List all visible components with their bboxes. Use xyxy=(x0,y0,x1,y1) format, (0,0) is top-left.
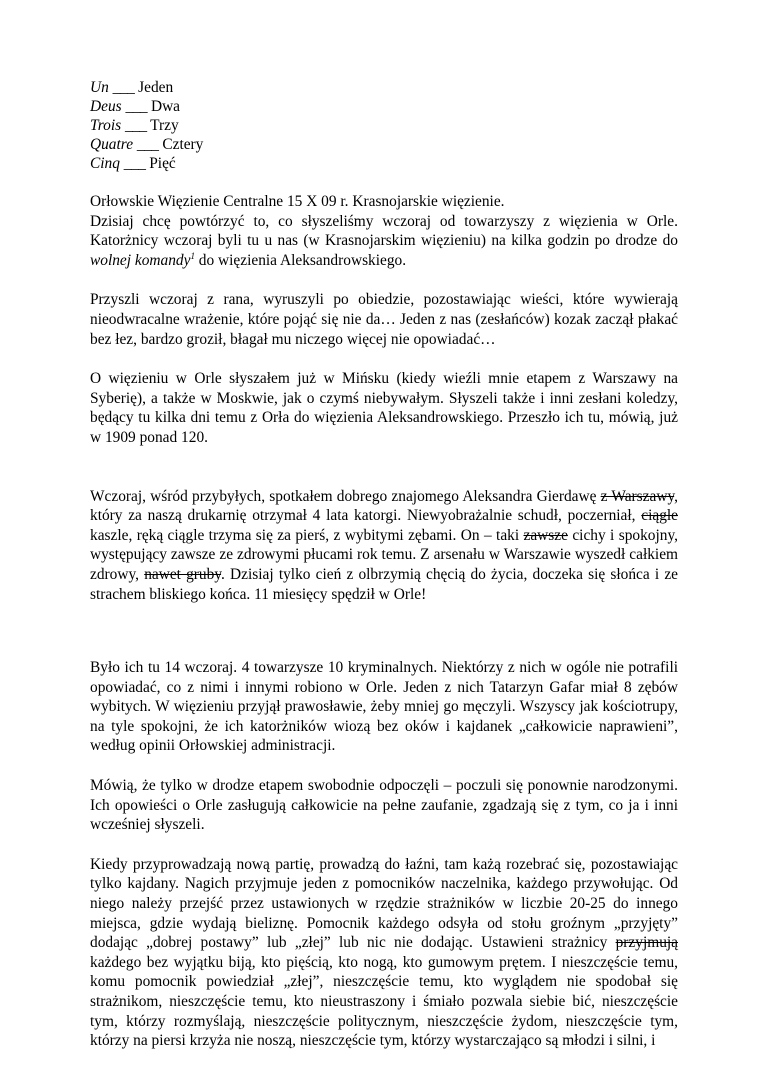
paragraph-2: Przyszli wczoraj z rana, wyruszyli po obiedzie, pozostawiając wieści, które wywierają nieodwracalne wrażenie, które pojąć się nie da… Jeden z nas (zesłańców) kozak zaczął płakać bez łez, bardzo groził, błagał mu niczego więcej nie opowiadać… xyxy=(90,291,678,348)
italic-term: wolnej komandy xyxy=(90,251,191,269)
polish-word: Dwa xyxy=(150,98,181,115)
paragraph-text: każdego bez wyjątku biją, kto pięścią, kto nogą, kto gumowym prętem. I nieszczęście temu, komu pomocnik powiedział „złej”, nieszczęście temu, kto wyglądem nie spodobał się strażnikom, nieszczęście temu, kto nieustraszony i śmiało pozwala siebie bić, nieszczęście tym, którzy rozmyślają, nieszczęście politycznym, nieszczęście żydom, nieszczęście tym, którzy na piersi krzyża nie noszą, nieszczęście tym, którzy wystarczająco są młodzi i silni, i xyxy=(90,953,678,1050)
numbers-list xyxy=(90,78,678,173)
strikethrough-text: przyjmują xyxy=(615,934,678,952)
paragraph-text: , który za naszą drukarnię otrzymał 4 lata katorgi. Niewyobrażalnie schudł, poczerniał, xyxy=(90,487,678,525)
number-line xyxy=(90,116,678,135)
spacer xyxy=(90,624,678,658)
paragraph-text: . Dzisiaj tylko cień z olbrzymią chęcią do życia, doczeka się słońca i ze strachem bliskiego końca. 11 miesięcy spędził w Orle! xyxy=(90,565,678,603)
blank-line: ___ xyxy=(112,79,135,96)
number-line xyxy=(90,154,678,173)
paragraph-3: O więzieniu w Orle słyszałem już w Mińsku (kiedy wieźli mnie etapem z Warszawy na Syberię), a także w Moskwie, jak o czymś niebywałym. Słyszeli także i inni zesłani koledzy, będący tu kilka dni temu z Orła do więzienia Aleksandrowskiego. Przeszło ich tu, mówią, już w 1909 ponad 120. xyxy=(90,370,678,446)
footnote-marker: 1 xyxy=(190,250,195,261)
blank-line: ___ xyxy=(123,155,146,172)
blank-line: ___ xyxy=(125,98,148,115)
paragraph-4 xyxy=(90,487,678,605)
blank-line: ___ xyxy=(136,136,159,153)
polish-word: Cztery xyxy=(162,136,204,153)
spacer xyxy=(90,468,678,487)
french-word: Quatre xyxy=(90,136,134,153)
french-word: Trois xyxy=(90,117,122,134)
strikethrough-text: ciągle xyxy=(641,507,678,525)
paragraph-header xyxy=(90,192,678,270)
letter-header: Orłowskie Więzienie Centralne 15 X 09 r. Krasnojarskie więzienie. xyxy=(90,193,505,210)
paragraph-6: Mówią, że tylko w drodze etapem swobodnie odpoczęli – poczuli się ponownie narodzonymi. Ich opowieści o Orle zasługują całkowicie na pełne zaufanie, zgadzają się z tym, co ja i inni wcześniej słyszeli. xyxy=(90,777,678,834)
polish-word: Jeden xyxy=(138,79,174,96)
paragraph-text: Kiedy przyprowadzają nową partię, prowadzą do łaźni, tam każą rozebrać się, pozostawiając tylko kajdany. Nagich przyjmuje jeden z pomocników naczelnika, każdego przywołując. Od niego należy przejść przez ustawionych w rzędzie strażników w liczbie 20-25 do innego miejsca, gdzie wydają bieliznę. Pomocnik każdego odsyła od stołu groźnym „przyjęty” dodając „dobrej postawy” lub „złej” lub nic nie dodając. Ustawieni strażnicy xyxy=(90,855,678,952)
french-word: Cinq xyxy=(90,155,120,172)
paragraph-5: Było ich tu 14 wczoraj. 4 towarzysze 10 kryminalnych. Niektórzy z nich w ogóle nie potrafili opowiadać, co z nimi i innymi robiono w Orle. Jeden z nich Tatarzyn Gafar miał 8 zębów wybitych. W więzieniu przyjął prawosławie, żeby mniej go męczyli. Wszyscy jak kościotrupy, na tyle spokojni, że ich katorżników wiozą bez oków i kajdanek „całkowicie naprawieni”, według opinii Orłowskiej administracji. xyxy=(90,659,678,755)
paragraph-text: cichy i spokojny, występujący zawsze ze zdrowymi płucami rok temu. Z arsenału w Warszawie wyszedł całkiem zdrowy, xyxy=(90,526,679,583)
paragraph-text: Wczoraj, wśród przybyłych, spotkałem dobrego znajomego Aleksandra Gierdawę xyxy=(90,487,601,505)
french-word: Un xyxy=(90,79,109,96)
french-word: Deus xyxy=(90,98,122,115)
number-line xyxy=(90,78,678,97)
strikethrough-text: z Warszawy xyxy=(600,487,675,505)
paragraph-text: kaszle, ręką ciągle trzyma się za pierś, z wybitymi zębami. On – taki xyxy=(90,526,524,544)
document-page xyxy=(90,78,678,1071)
paragraph-text: do więzienia Aleksandrowskiego. xyxy=(194,251,407,269)
number-line xyxy=(90,135,678,154)
paragraph-text: Dzisiaj chcę powtórzyć to, co słyszeliśmy wczoraj od towarzyszy z więzienia w Orle. Katorżnicy wczoraj byli tu u nas (w Krasnojarskim więzieniu) na kilka godzin po drodze do xyxy=(90,212,678,250)
paragraph-7 xyxy=(90,855,678,1051)
polish-word: Pięć xyxy=(149,155,176,172)
number-line xyxy=(90,97,678,116)
strikethrough-text: nawet gruby xyxy=(144,565,222,583)
polish-word: Trzy xyxy=(150,117,179,134)
blank-line: ___ xyxy=(124,117,147,134)
strikethrough-text: zawsze xyxy=(523,526,568,544)
